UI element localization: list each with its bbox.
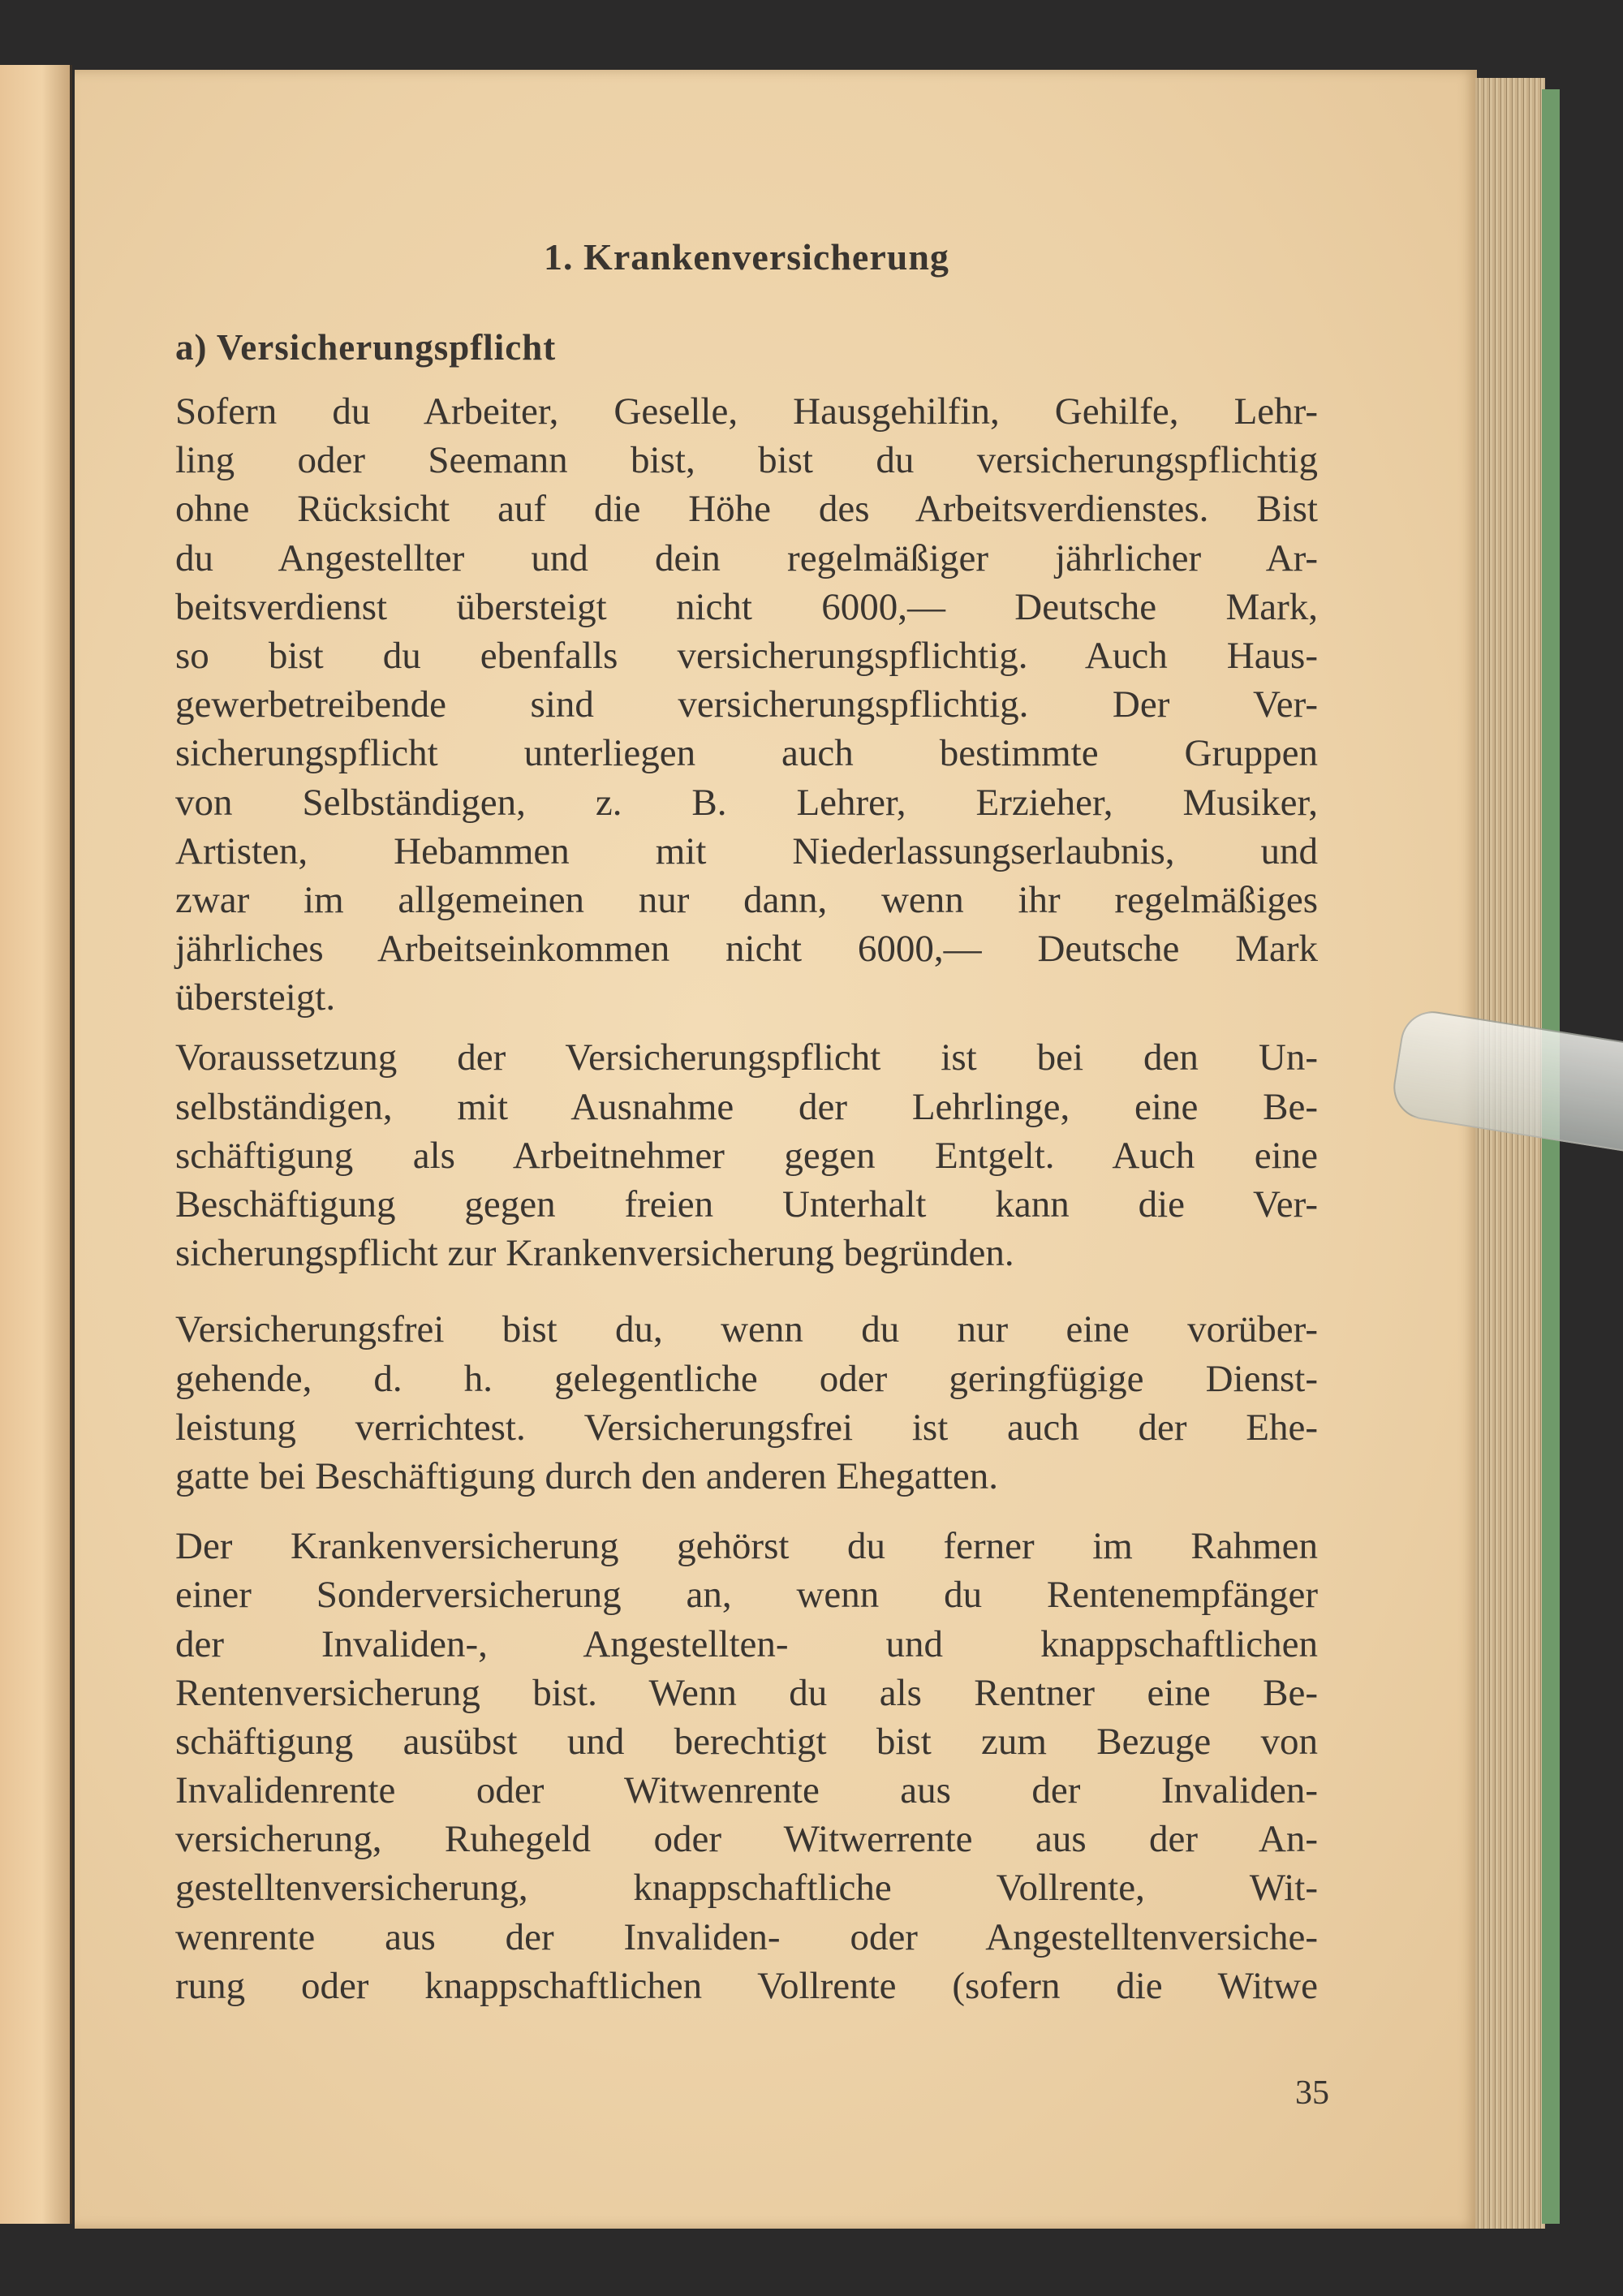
paragraph bbox=[175, 1305, 1318, 1501]
subsection-heading: a) Versicherungspflicht bbox=[175, 327, 557, 368]
text-line: Invalidenrente oder Witwenrente aus der Invaliden- bbox=[175, 1769, 1318, 1812]
text-line: wenrente aus der Invaliden- oder Angestelltenversiche- bbox=[175, 1915, 1318, 1958]
text-line: leistung verrichtest. Versicherungsfrei ist auch der Ehe- bbox=[175, 1406, 1318, 1449]
text-line: übersteigt. bbox=[175, 976, 336, 1019]
text-line: ohne Rücksicht auf die Höhe des Arbeitsverdienstes. Bist bbox=[175, 488, 1318, 531]
text-line: so bist du ebenfalls versicherungspflichtig. Auch Haus- bbox=[175, 634, 1318, 677]
text-line: gehende, d. h. gelegentliche oder geringfügige Dienst- bbox=[175, 1357, 1318, 1400]
text-line: einer Sonderversicherung an, wenn du Rentenempfänger bbox=[175, 1574, 1318, 1617]
text-line: Artisten, Hebammen mit Niederlassungserlaubnis, und bbox=[175, 829, 1318, 872]
body-text bbox=[175, 387, 1318, 2010]
text-line: zwar im allgemeinen nur dann, wenn ihr regelmäßiges bbox=[175, 878, 1318, 921]
text-line: Der Krankenversicherung gehörst du ferner im Rahmen bbox=[175, 1525, 1318, 1568]
text-line: versicherung, Ruhegeld oder Witwerrente aus der An- bbox=[175, 1818, 1318, 1861]
paragraph bbox=[175, 1033, 1318, 1277]
text-line: gestelltenversicherung, knappschaftliche Vollrente, Wit- bbox=[175, 1867, 1318, 1910]
text-line: gatte bei Beschäftigung durch den anderen Ehegatten. bbox=[175, 1454, 999, 1497]
text-line: sicherungspflicht zur Krankenversicherung begründen. bbox=[175, 1232, 1014, 1275]
paragraph bbox=[175, 387, 1318, 1022]
text-line: beitsverdienst übersteigt nicht 6000,— Deutsche Mark, bbox=[175, 585, 1318, 628]
page-stack-edge bbox=[1475, 78, 1545, 2229]
text-line: Voraussetzung der Versicherungspflicht ist bei den Un- bbox=[175, 1036, 1318, 1079]
text-line: Versicherungsfrei bist du, wenn du nur eine vorüber- bbox=[175, 1308, 1318, 1351]
text-line: Rentenversicherung bist. Wenn du als Rentner eine Be- bbox=[175, 1671, 1318, 1714]
paragraph bbox=[175, 1522, 1318, 2010]
text-line: Sofern du Arbeiter, Geselle, Hausgehilfin, Gehilfe, Lehr- bbox=[175, 390, 1318, 433]
text-line: gewerbetreibende sind versicherungspflichtig. Der Ver- bbox=[175, 683, 1318, 726]
text-line: ling oder Seemann bist, bist du versicherungspflichtig bbox=[175, 439, 1318, 482]
text-line: selbständigen, mit Ausnahme der Lehrlinge, eine Be- bbox=[175, 1085, 1318, 1128]
text-line: sicherungspflicht unterliegen auch bestimmte Gruppen bbox=[175, 732, 1318, 775]
text-line: schäftigung als Arbeitnehmer gegen Entgelt. Auch eine bbox=[175, 1134, 1318, 1177]
text-line: der Invaliden-, Angestellten- und knappschaftlichen bbox=[175, 1622, 1318, 1665]
page-number: 35 bbox=[1295, 2074, 1329, 2112]
text-line: von Selbständigen, z. B. Lehrer, Erzieher, Musiker, bbox=[175, 781, 1318, 824]
book-cover-edge bbox=[1542, 89, 1560, 2224]
text-line: jährliches Arbeitseinkommen nicht 6000,— Deutsche Mark bbox=[175, 928, 1318, 971]
text-line: Beschäftigung gegen freien Unterhalt kann die Ver- bbox=[175, 1183, 1318, 1226]
facing-page-edge bbox=[0, 65, 72, 2224]
text-line: schäftigung ausübst und berechtigt bist zum Bezuge von bbox=[175, 1720, 1318, 1763]
section-heading: 1. Krankenversicherung bbox=[544, 236, 949, 278]
text-line: du Angestellter und dein regelmäßiger jährlicher Ar- bbox=[175, 536, 1318, 579]
text-line: rung oder knappschaftlichen Vollrente (sofern die Witwe bbox=[175, 1964, 1318, 2007]
